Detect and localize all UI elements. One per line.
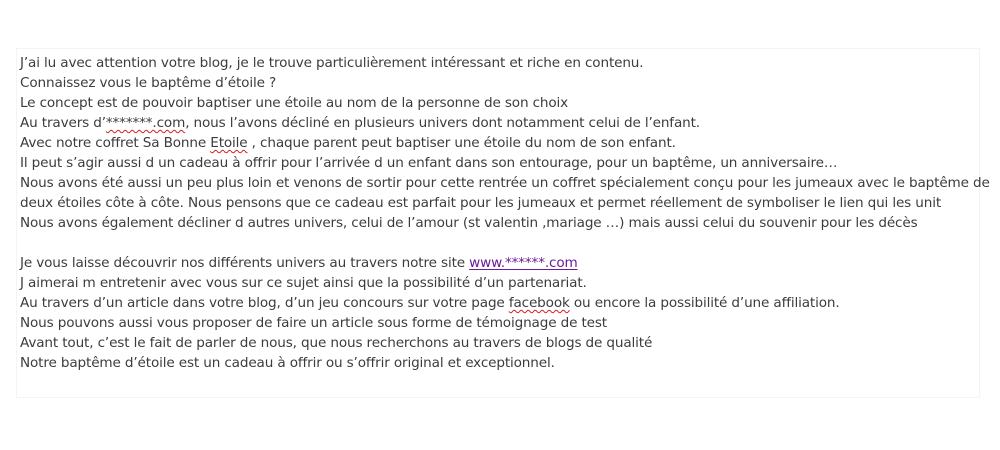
text-line: Nous avons également décliner d autres univers, celui de l’amour (st valentin ,mariage …) mais aussi celui du souvenir pour les décès (20, 215, 918, 231)
text-line: Nous pouvons aussi vous proposer de faire un article sous forme de témoignage de test (20, 315, 607, 331)
text-segment: ou encore la possibilité d’une affiliation. (569, 295, 840, 311)
paragraph-spacer (20, 233, 980, 253)
text-line: Connaissez vous le baptême d’étoile ? (20, 75, 277, 91)
text-segment: Je vous laisse découvrir nos différents univers au travers notre site (20, 255, 470, 271)
document-body (20, 53, 990, 373)
text-line: Le concept est de pouvoir baptiser une étoile au nom de la personne de son choix (20, 95, 569, 111)
text-segment: Au travers d’ (20, 115, 106, 131)
spellcheck-word[interactable]: facebook (508, 295, 570, 311)
text-segment: Avec notre coffret Sa Bonne (20, 135, 211, 151)
text-line: Il peut s’agir aussi d un cadeau à offrir pour l’arrivée d un enfant dans son entourage, pour un baptême, un anniversaire… (20, 155, 838, 171)
masked-domain[interactable]: *******.com (105, 115, 186, 131)
website-link[interactable]: www.******.com (469, 255, 578, 271)
text-line: deux étoiles côte à côte. Nous pensons que ce cadeau est parfait pour les jumeaux et permet réellement de symboliser le lien qui les unit (20, 195, 942, 211)
text-segment: Au travers d’un article dans votre blog, d’un jeu concours sur votre page (20, 295, 509, 311)
text-line (20, 113, 980, 133)
text-line: J aimerai m entretenir avec vous sur ce sujet ainsi que la possibilité d’un partenariat. (20, 275, 587, 291)
text-line (20, 133, 980, 153)
text-line (20, 293, 980, 313)
text-line: Notre baptême d’étoile est un cadeau à offrir ou s’offrir original et exceptionnel. (20, 355, 555, 371)
text-segment: , nous l’avons décliné en plusieurs univers dont notamment celui de l’enfant. (185, 115, 700, 131)
text-line (20, 253, 980, 273)
text-line: J’ai lu avec attention votre blog, je le trouve particulièrement intéressant et riche en contenu. (20, 55, 644, 71)
text-line: Nous avons été aussi un peu plus loin et venons de sortir pour cette rentrée un coffret spécialement conçu pour les jumeaux avec le baptême de (20, 175, 990, 191)
spellcheck-word[interactable]: Etoile (210, 135, 248, 151)
text-line: Avant tout, c’est le fait de parler de nous, que nous recherchons au travers de blogs de qualité (20, 335, 653, 351)
text-segment: , chaque parent peut baptiser une étoile du nom de son enfant. (247, 135, 676, 151)
